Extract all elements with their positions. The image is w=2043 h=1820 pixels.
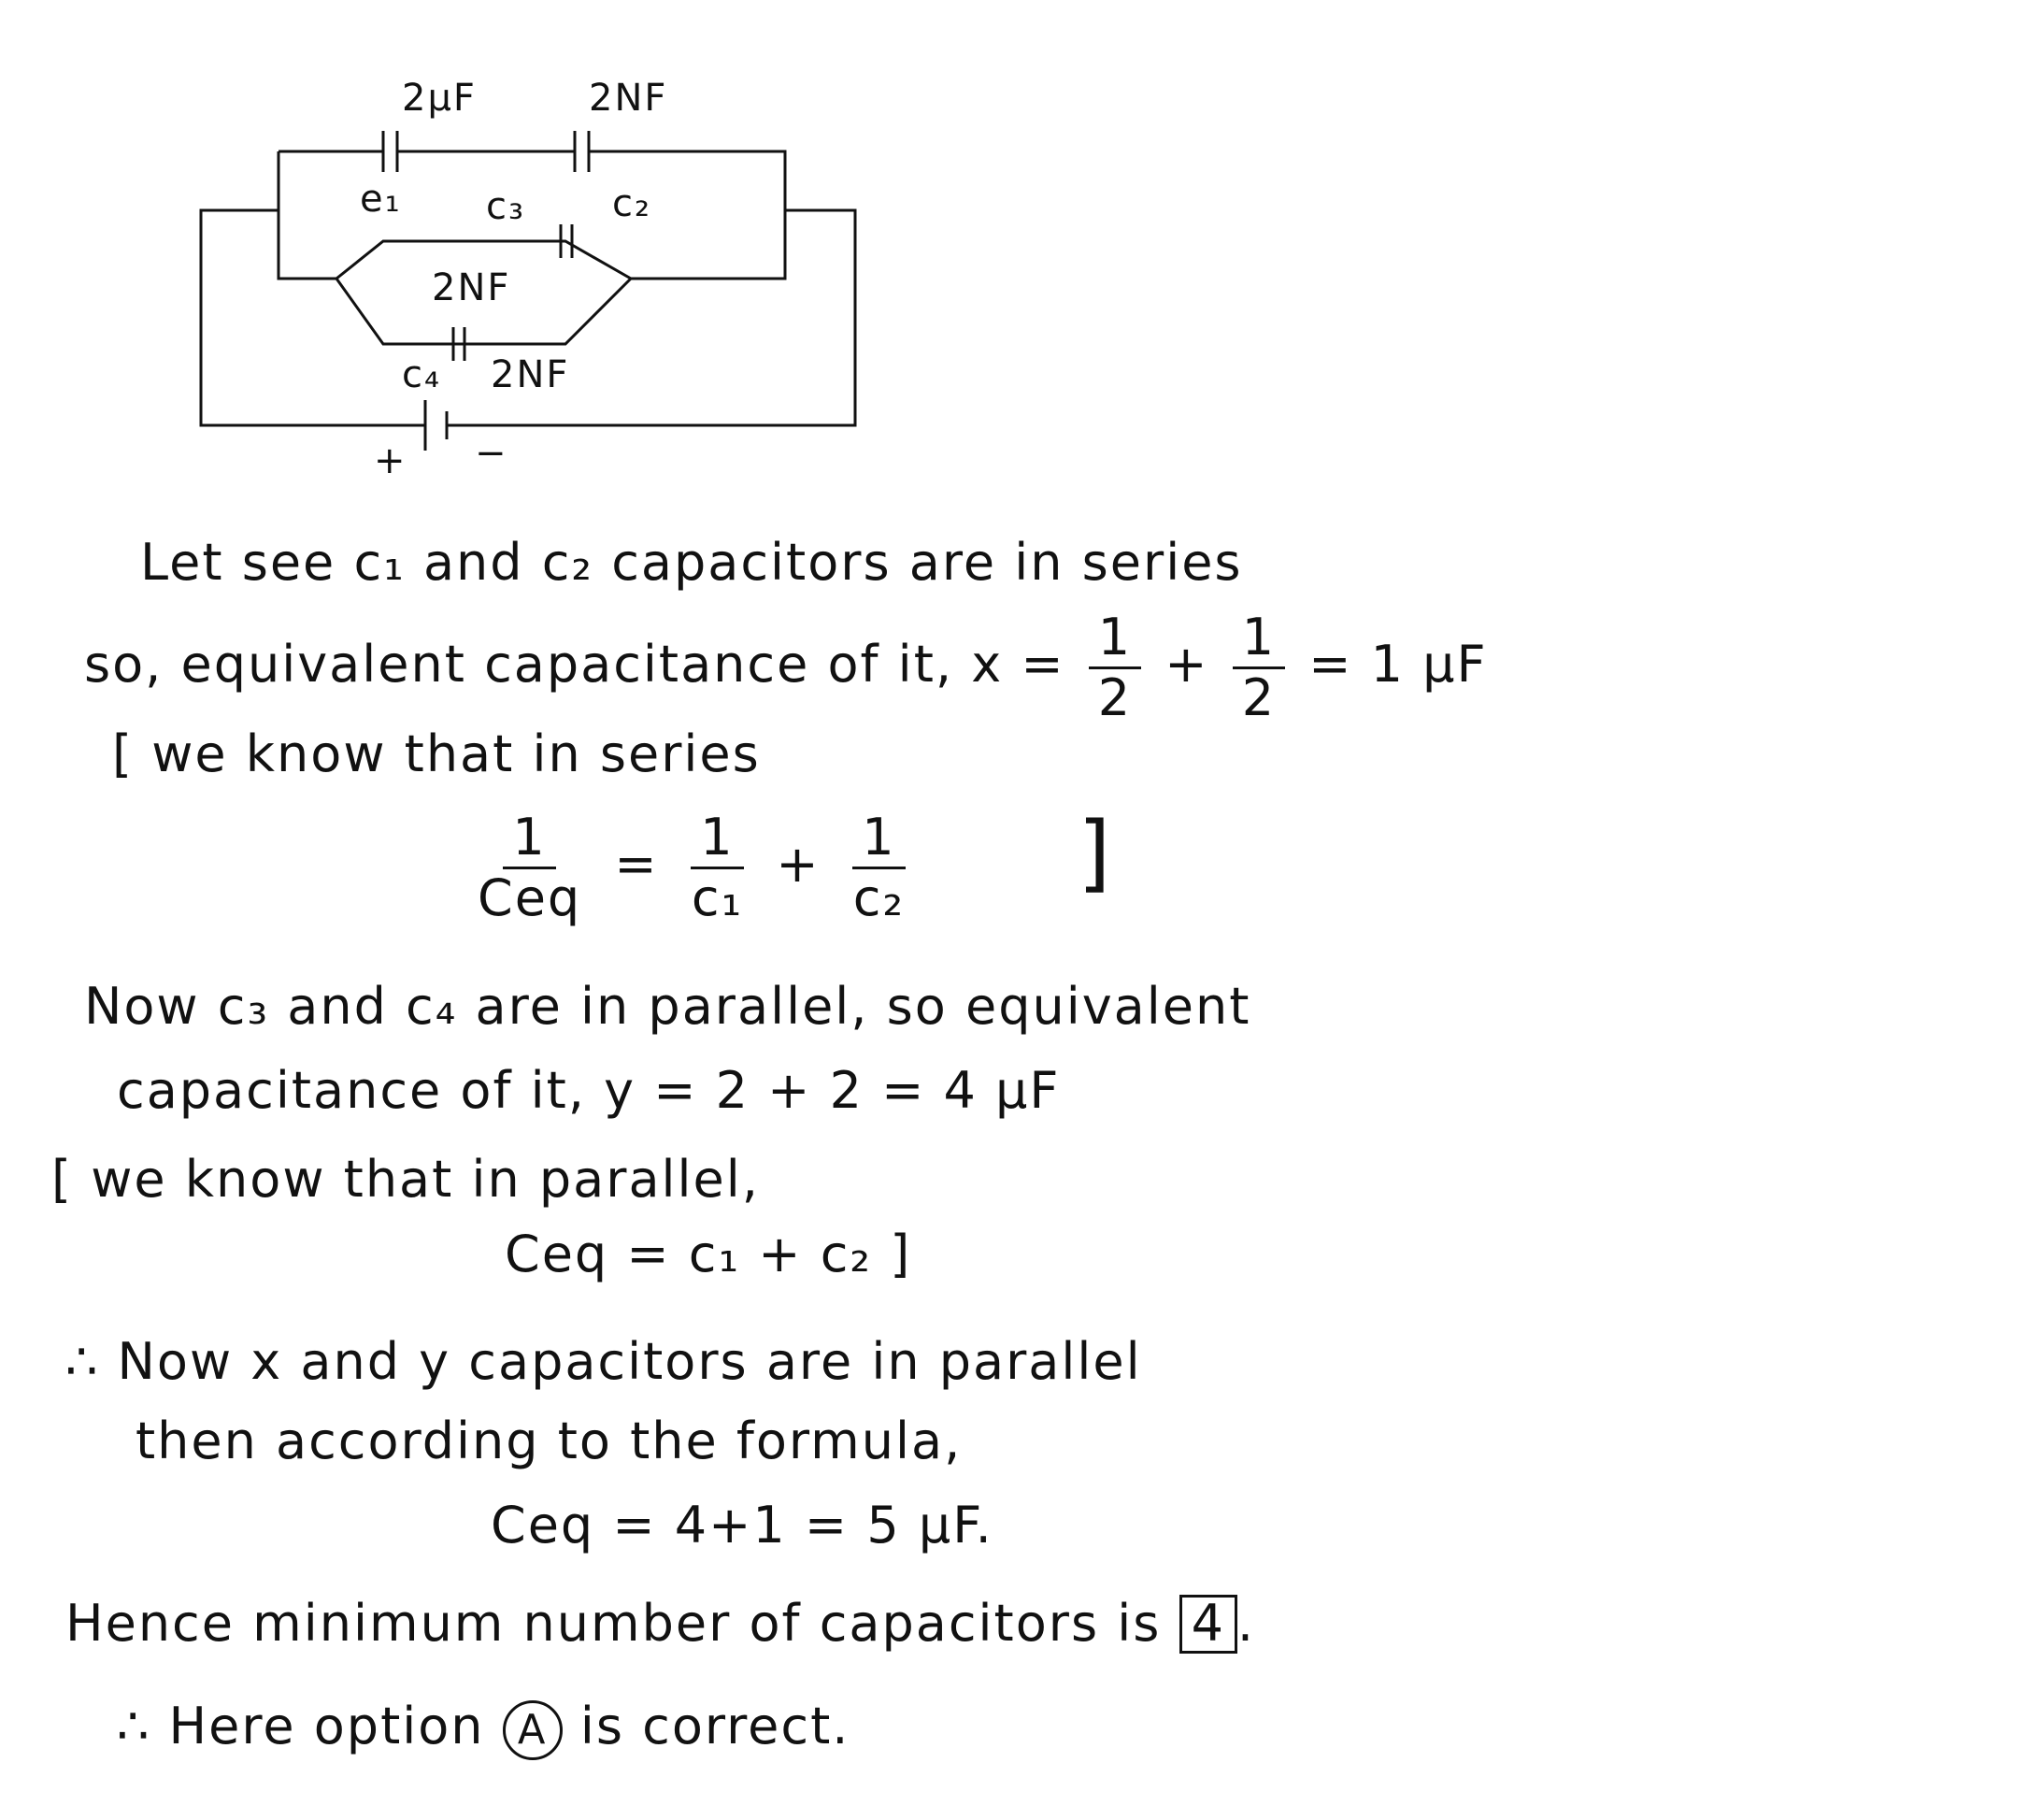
circuit-diagram xyxy=(0,0,2043,523)
parallel-formula: Ceq = c₁ + c₂ ] xyxy=(505,1225,912,1283)
option-circle: A xyxy=(503,1700,563,1760)
solution-line-4: Now c₃ and c₄ are in parallel, so equivalent xyxy=(84,977,1251,1036)
solution-line-1: Let see c₁ and c₂ capacitors are in series xyxy=(140,533,1243,592)
wire-left-inner xyxy=(279,151,336,279)
battery-minus-sign: − xyxy=(475,432,508,475)
solution-line-9: Hence minimum number of capacitors is 4 . xyxy=(65,1594,1256,1653)
solution-line-7: ∴ Now x and y capacitors are in parallel xyxy=(65,1332,1142,1391)
total-formula: Ceq = 4+1 = 5 μF. xyxy=(491,1496,993,1555)
battery-plus-sign: + xyxy=(374,439,407,482)
c1-value-label: 2μF xyxy=(402,77,477,120)
series-formula: $\frac{1}{\text{Ceq}}$ = $\frac{1}{\text{c₁}}$ + $\frac{1}{\text{c₂}}$ ] xyxy=(478,804,1113,927)
solution-line-5: capacitance of it, y = 2 + 2 = 4 μF xyxy=(117,1061,1061,1120)
fraction-half-a: $\frac{1}{2}$ xyxy=(1089,612,1141,724)
solution-line-8: then according to the formula, xyxy=(136,1412,963,1470)
solution-line-2: so, equivalent capacitance of it, x = $\frac{1}{2}$ + $\frac{1}{2}$ = 1 μF xyxy=(84,608,1488,727)
c2-value-label: 2NF xyxy=(589,77,668,120)
c2-label: c₂ xyxy=(612,182,652,225)
answer-box: 4 xyxy=(1179,1595,1237,1654)
solution-line-6: [ we know that in parallel, xyxy=(51,1150,760,1209)
c4-value-label: 2NF xyxy=(491,353,570,396)
wire-top-branch xyxy=(279,151,785,279)
c3-value-label: 2NF xyxy=(432,266,511,309)
c1-label: e₁ xyxy=(360,178,402,221)
fraction-half-b: $\frac{1}{2}$ xyxy=(1233,612,1285,724)
solution-line-10: ∴ Here option A is correct. xyxy=(117,1697,850,1760)
solution-line-3: [ we know that in series xyxy=(112,724,761,783)
c3-label: c₃ xyxy=(486,185,526,228)
c4-label: c₄ xyxy=(402,353,442,396)
